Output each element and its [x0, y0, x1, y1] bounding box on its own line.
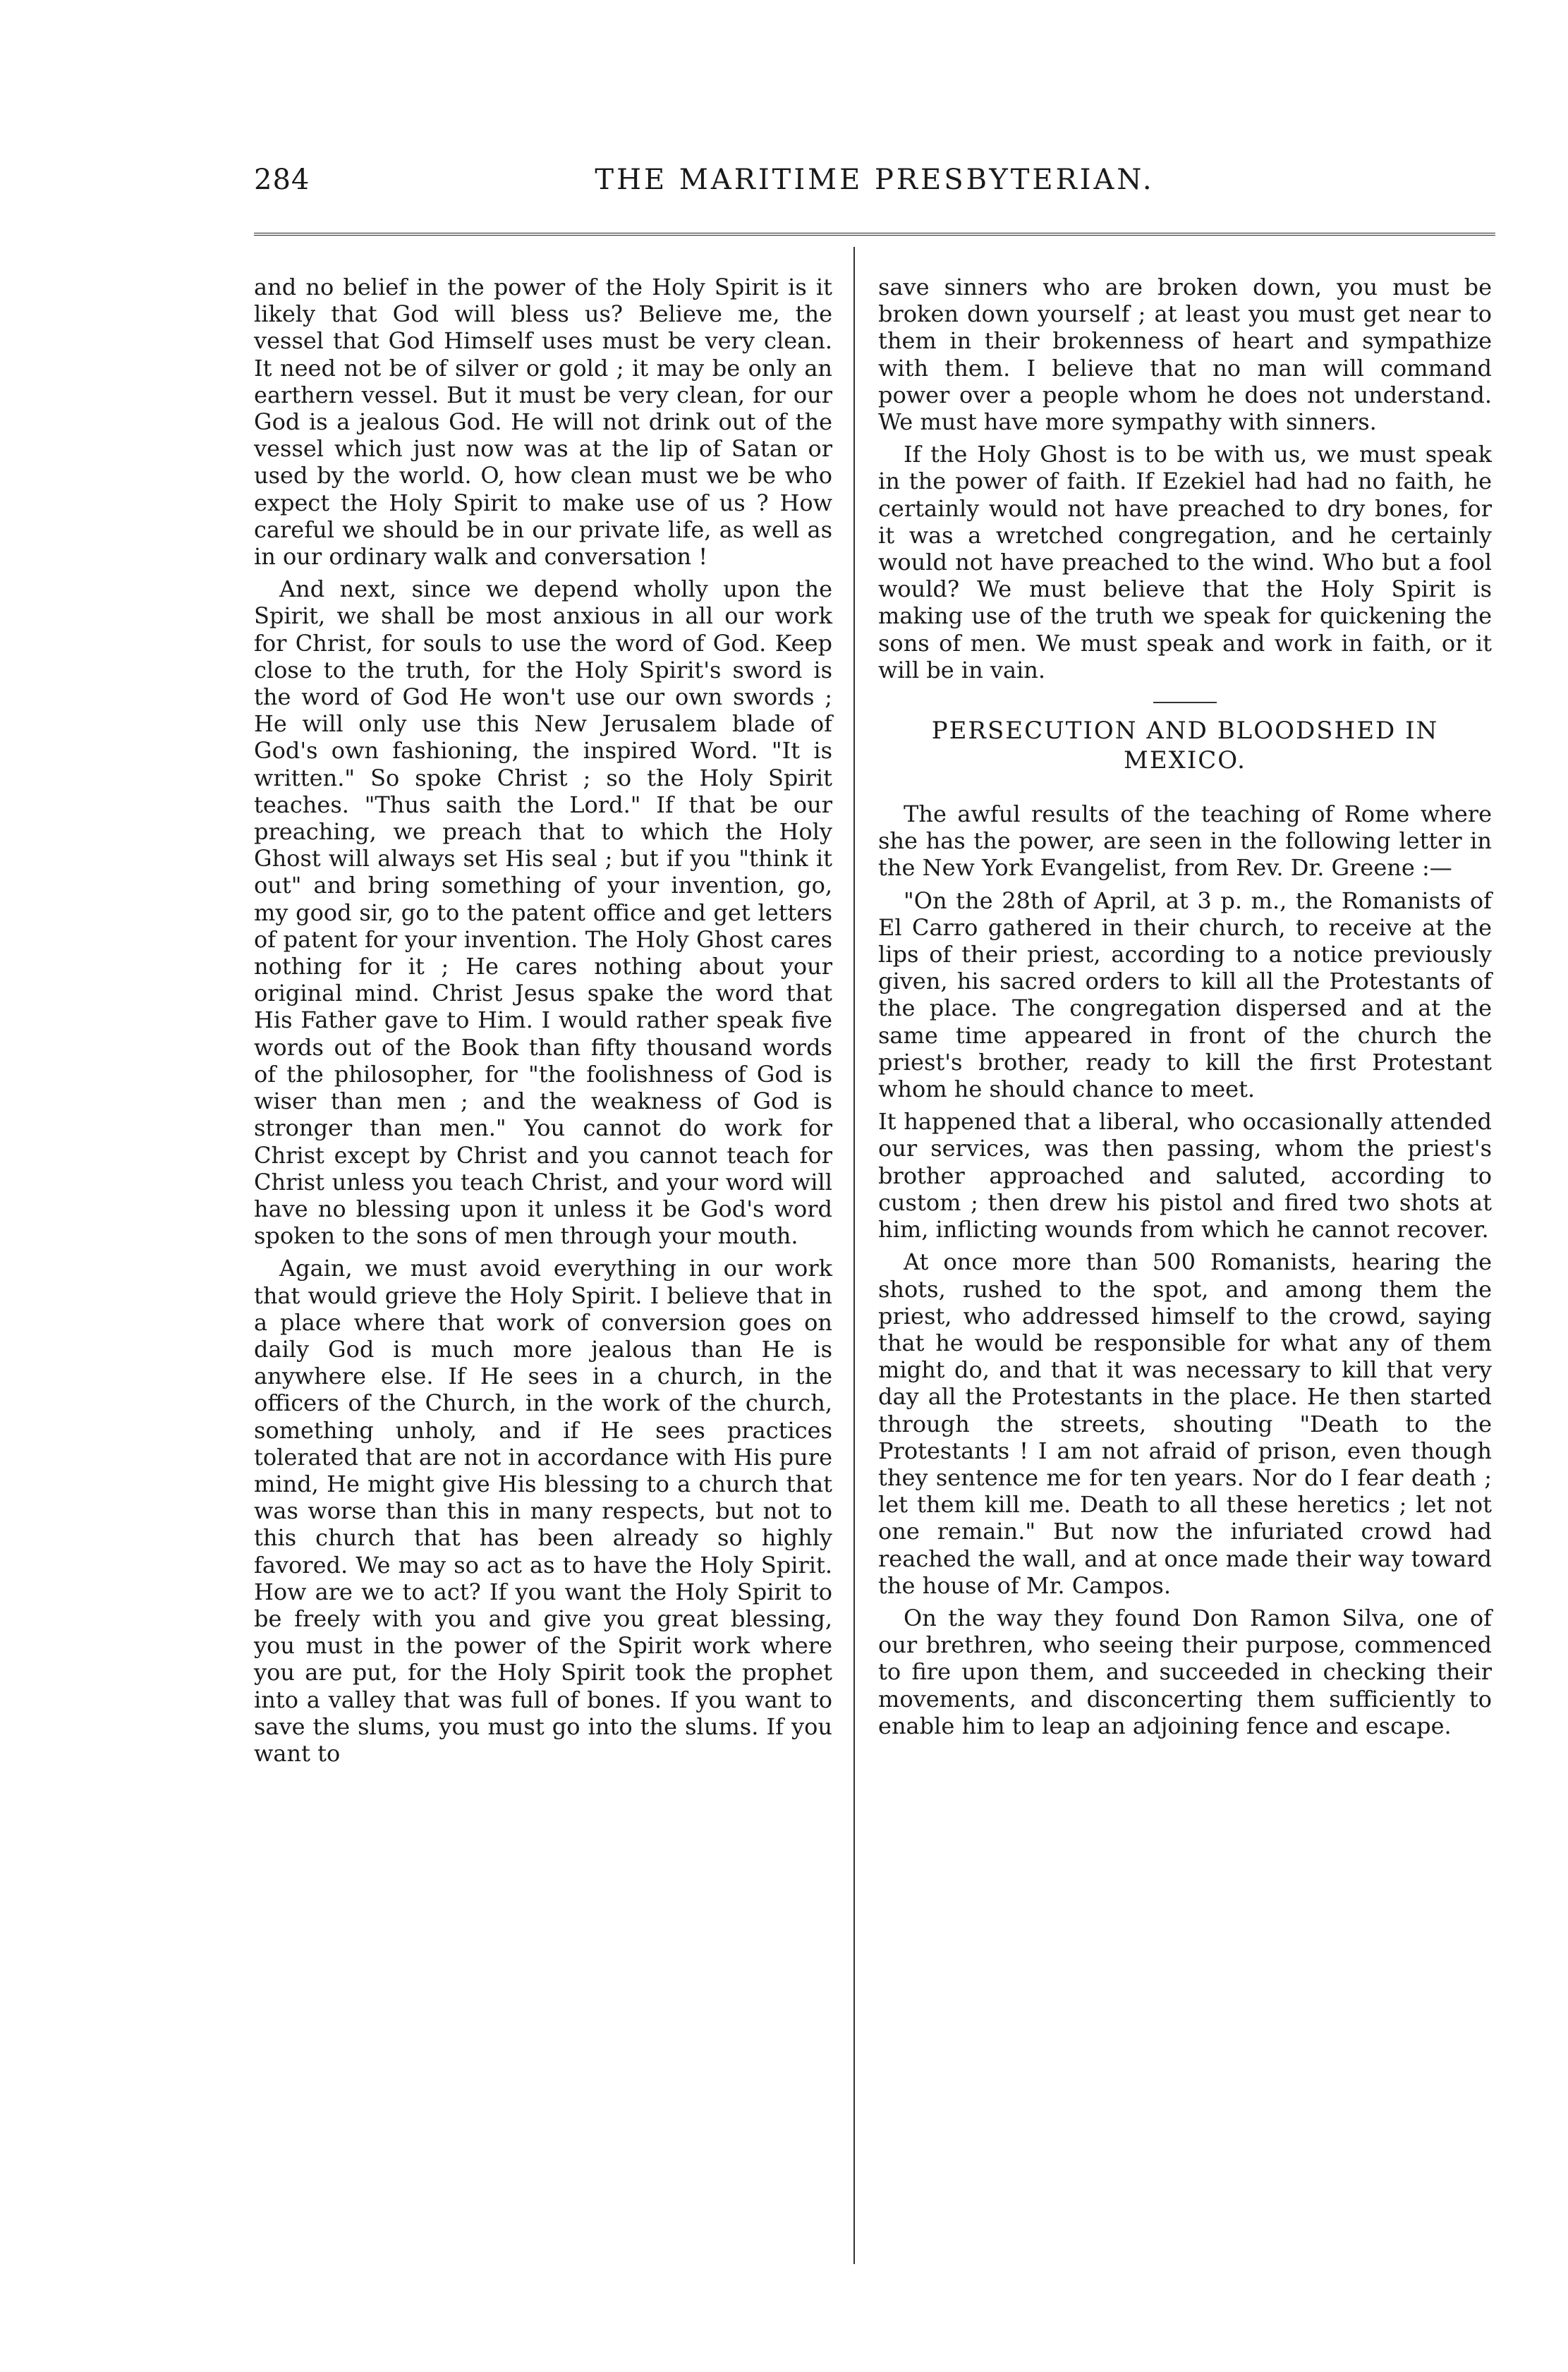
paragraph: save sinners who are broken down, you must be broken down yourself ; at least you must get near to them in their brokenness of heart and sympathize with them. I believe that no man will command power over a people whom he does not understand. We must have more sympathy with sinners. — [878, 274, 1492, 436]
paragraph: and no belief in the power of the Holy Spirit is it likely that God will bless us? Believe me, the vessel that God Himself uses must be very clean. It need not be of silver or gold ; it may be only an earthern vessel. But it must be very clean, for our God is a jealous God. He will not drink out of the vessel which just now was at the lip of Satan or used by the world. O, how clean must we be who expect the Holy Spirit to make use of us ? How careful we should be in our private life, as well as in our ordinary walk and conversation ! — [254, 274, 832, 571]
section-heading: PERSECUTION AND BLOODSHED IN MEXICO. — [931, 717, 1439, 775]
column-rule — [853, 247, 855, 2264]
journal-title: THE MARITIME PRESBYTERIAN. — [595, 164, 1155, 196]
page-number: 284 — [254, 164, 310, 196]
right-column — [878, 274, 1492, 1745]
section-divider — [1153, 702, 1217, 703]
header-rule — [254, 233, 1495, 238]
paragraph: On the way they found Don Ramon Silva, one of our brethren, who seeing their purpose, commenced to fire upon them, and succeeded in checking their movements, and disconcerting them sufficiently to enable him to leap an adjoining fence and escape. — [878, 1604, 1492, 1739]
paragraph: "On the 28th of April, at 3 p. m., the Romanists of El Carro gathered in their church, to receive at the lips of their priest, according to a notice previously given, his sacred orders to kill all the Protestants of the place. The congregation dispersed and at the same time appeared in front of the church the priest's brother, ready to kill the first Protestant whom he should chance to meet. — [878, 887, 1492, 1103]
running-head — [254, 164, 1495, 206]
paragraph: At once more than 500 Romanists, hearing the shots, rushed to the spot, and among them the priest, who addressed himself to the crowd, saying that he would be responsible for what any of them might do, and that it was necessary to kill that very day all the Protestants in the place. He then started through the streets, shouting "Death to the Protestants ! I am not afraid of prison, even though they sentence me for ten years. Nor do I fear death ; let them kill me. Death to all these heretics ; let not one remain." But now the infuriated crowd had reached the wall, and at once made their way toward the house of Mr. Campos. — [878, 1248, 1492, 1599]
left-column — [254, 274, 832, 1772]
paragraph: Again, we must avoid everything in our work that would grieve the Holy Spirit. I believe that in a place where that work of conversion goes on daily God is much more jealous than He is anywhere else. If He sees in a church, in the officers of the Church, in the work of the church, something unholy, and if He sees practices tolerated that are not in accordance with His pure mind, He might give His blessing to a church that was worse than this in many respects, but not to this church that has been already so highly favored. We may so act as to have the Holy Spirit. How are we to act? If you want the Holy Spirit to be freely with you and give you great blessing, you must in the power of the Spirit work where you are put, for the Holy Spirit took the prophet into a valley that was full of bones. If you want to save the slums, you must go into the slums. If you want to — [254, 1255, 832, 1767]
paragraph: The awful results of the teaching of Rome where she has the power, are seen in the following letter in the New York Evangelist, from Rev. Dr. Greene :— — [878, 801, 1492, 882]
paragraph: And next, since we depend wholly upon the Spirit, we shall be most anxious in all our work for Christ, for souls to use the word of God. Keep close to the truth, for the Holy Spirit's sword is the word of God He won't use our own swords ; He will only use this New Jerusalem blade of God's own fashioning, the inspired Word. "It is written." So spoke Christ ; so the Holy Spirit teaches. "Thus saith the Lord." If that be our preaching, we preach that to which the Holy Ghost will always set His seal ; but if you "think it out" and bring something of your invention, go, my good sir, go to the patent office and get letters of patent for your invention. The Holy Ghost cares nothing for it ; He cares nothing about your original mind. Christ Jesus spake the word that His Father gave to Him. I would rather speak five words out of the Book than fifty thousand words of the philosopher, for "the foolishness of God is wiser than men ; and the weakness of God is stronger than men." You cannot do work for Christ except by Christ and you cannot teach for Christ unless you teach Christ, and your word will have no blessing upon it unless it be God's word spoken to the sons of men through your mouth. — [254, 576, 832, 1250]
paragraph: If the Holy Ghost is to be with us, we must speak in the power of faith. If Ezekiel had had no faith, he certainly would not have preached to dry bones, for it was a wretched congregation, and he certainly would not have preached to the wind. Who but a fool would? We must believe that the Holy Spirit is making use of the truth we speak for quickening the sons of men. We must speak and work in faith, or it will be in vain. — [878, 441, 1492, 683]
paragraph: It happened that a liberal, who occasionally attended our services, was then passing, whom the priest's brother approached and saluted, according to custom ; then drew his pistol and fired two shots at him, inflicting wounds from which he cannot recover. — [878, 1108, 1492, 1243]
